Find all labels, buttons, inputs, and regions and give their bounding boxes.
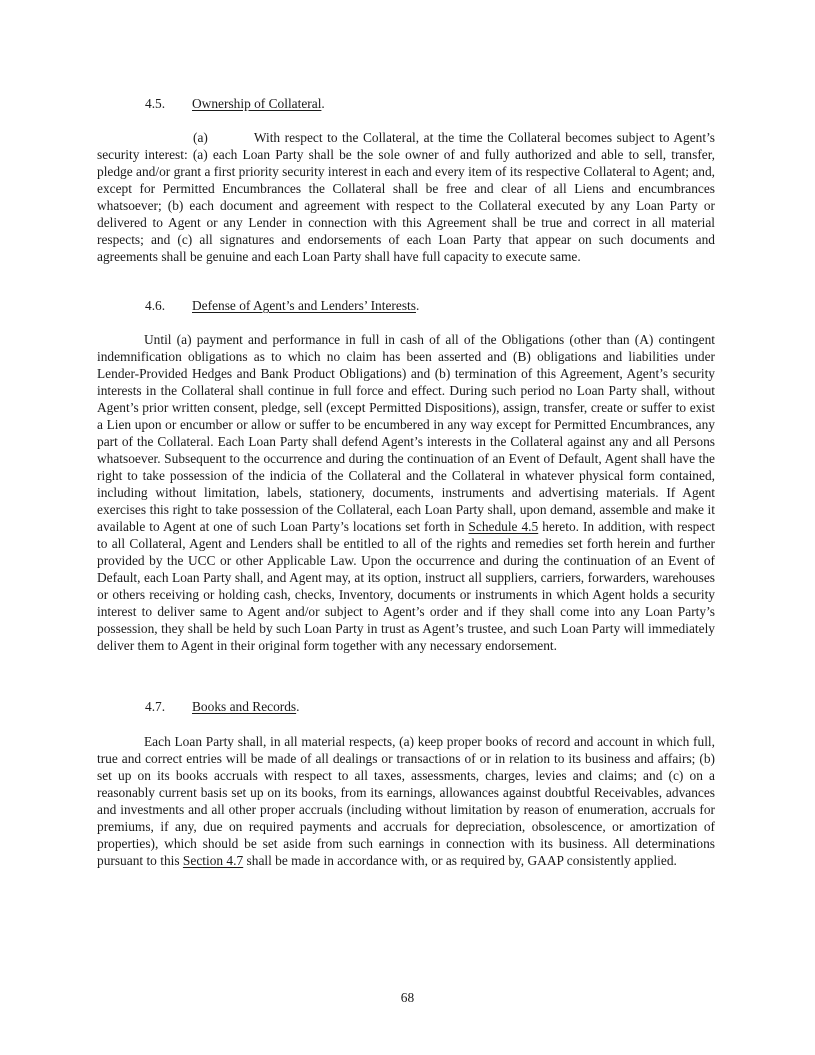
paragraph-text-part1: Each Loan Party shall, in all material respects, (a) keep proper books of record and account in which full, true and correct entries will be made of all dealings or transactions of or in relation to its business and affairs; (b) set up on its books accruals with respect to all taxes, assessments, charges, levies and claims; and (c) on a reasonably current basis set up on its books, from its earnings, allowances against doubtful Receivables, advances and investments and all other proper accruals (including without limitation by reason of enumeration, accruals for premiums, if any, due on required payments and accruals for depreciation, obsolescence, or amortization of properties), which should be set aside from such earnings in connection with its business. All determinations pursuant to this	[97, 734, 715, 868]
section-4-7-heading	[145, 698, 300, 715]
section-title: Books and Records	[192, 699, 297, 714]
section-4-5-heading	[145, 95, 325, 112]
section-title: Ownership of Collateral	[192, 96, 322, 111]
section-4-6-heading	[145, 297, 419, 314]
section-4-5-paragraph-a	[97, 129, 715, 265]
paragraph-text-part2: shall be made in accordance with, or as required by, GAAP consistently applied.	[243, 853, 677, 868]
subsection-label: (a)	[193, 130, 208, 145]
paragraph-text: With respect to the Collateral, at the time the Collateral becomes subject to Agent’s security interest: (a) each Loan Party shall be the sole owner of and fully authorized and able to sell, transfer, pledge and/or grant a first priority security interest in each and every item of its respective Collateral to Agent; and, except for Permitted Encumbrances the Collateral shall be free and clear of all Liens and encumbrances whatsoever; (b) each document and agreement with respect to the Collateral executed by any Loan Party or delivered to Agent or any Lender in connection with this Agreement shall be true and correct in all material respects; and (c) all signatures and endorsements of each Loan Party that appear on such documents and agreements shall be genuine and each Loan Party shall have full capacity to execute same.	[97, 130, 715, 264]
section-4-6-paragraph	[97, 331, 715, 654]
page-number: 68	[400, 990, 415, 1005]
section-4-7-paragraph	[97, 733, 715, 869]
section-title-suffix: .	[415, 298, 420, 313]
section-number: 4.5.	[145, 96, 166, 111]
section-number: 4.7.	[145, 699, 166, 714]
schedule-reference-link[interactable]: Schedule 4.5	[468, 519, 539, 534]
paragraph-text-part1: Until (a) payment and performance in full in cash of all of the Obligations (other than (A) contingent indemnification obligations as to which no claim has been asserted and (B) obligations and liabilities under Lender-Provided Hedges and Bank Product Obligations) and (b) termination of this Agreement, Agent’s security interests in the Collateral shall continue in full force and effect. During such period no Loan Party shall, without Agent’s prior written consent, pledge, sell (except Permitted Dispositions), assign, transfer, create or suffer to exist a Lien upon or encumber or allow or suffer to be encumbered in any way except for Permitted Encumbrances, any part of the Collateral. Each Loan Party shall defend Agent’s interests in the Collateral against any and all Persons whatsoever. Subsequent to the occurrence and during the continuation of an Event of Default, Agent shall have the right to take possession of the indicia of the Collateral and the Collateral in whatever physical form contained, including without limitation, labels, stationery, documents, instruments and advertising materials. If Agent exercises this right to take possession of the Collateral, each Loan Party shall, upon demand, assemble and make it available to Agent at one of such Loan Party’s locations set forth in	[97, 332, 715, 534]
section-title-suffix: .	[296, 699, 300, 714]
section-number: 4.6.	[145, 298, 166, 313]
paragraph-text-part2: hereto. In addition, with respect to all Collateral, Agent and Lenders shall be entitled to all of the rights and remedies set forth herein and further provided by the UCC or other Applicable Law. Upon the occurrence and during the continuation of an Event of Default, each Loan Party shall, and Agent may, at its option, instruct all suppliers, carriers, forwarders, warehouses or others receiving or holding cash, checks, Inventory, documents or instruments in which Agent holds a security interest to deliver same to Agent and/or subject to Agent’s order and if they shall come into any Loan Party’s possession, they shall be held by such Loan Party in trust as Agent’s trustee, and such Loan Party will immediately deliver them to Agent in their original form together with any necessary endorsement.	[97, 519, 715, 653]
section-title-suffix: .	[321, 96, 325, 111]
section-reference-link[interactable]: Section 4.7	[182, 853, 244, 868]
section-title: Defense of Agent’s and Lenders’ Interests	[192, 298, 416, 313]
